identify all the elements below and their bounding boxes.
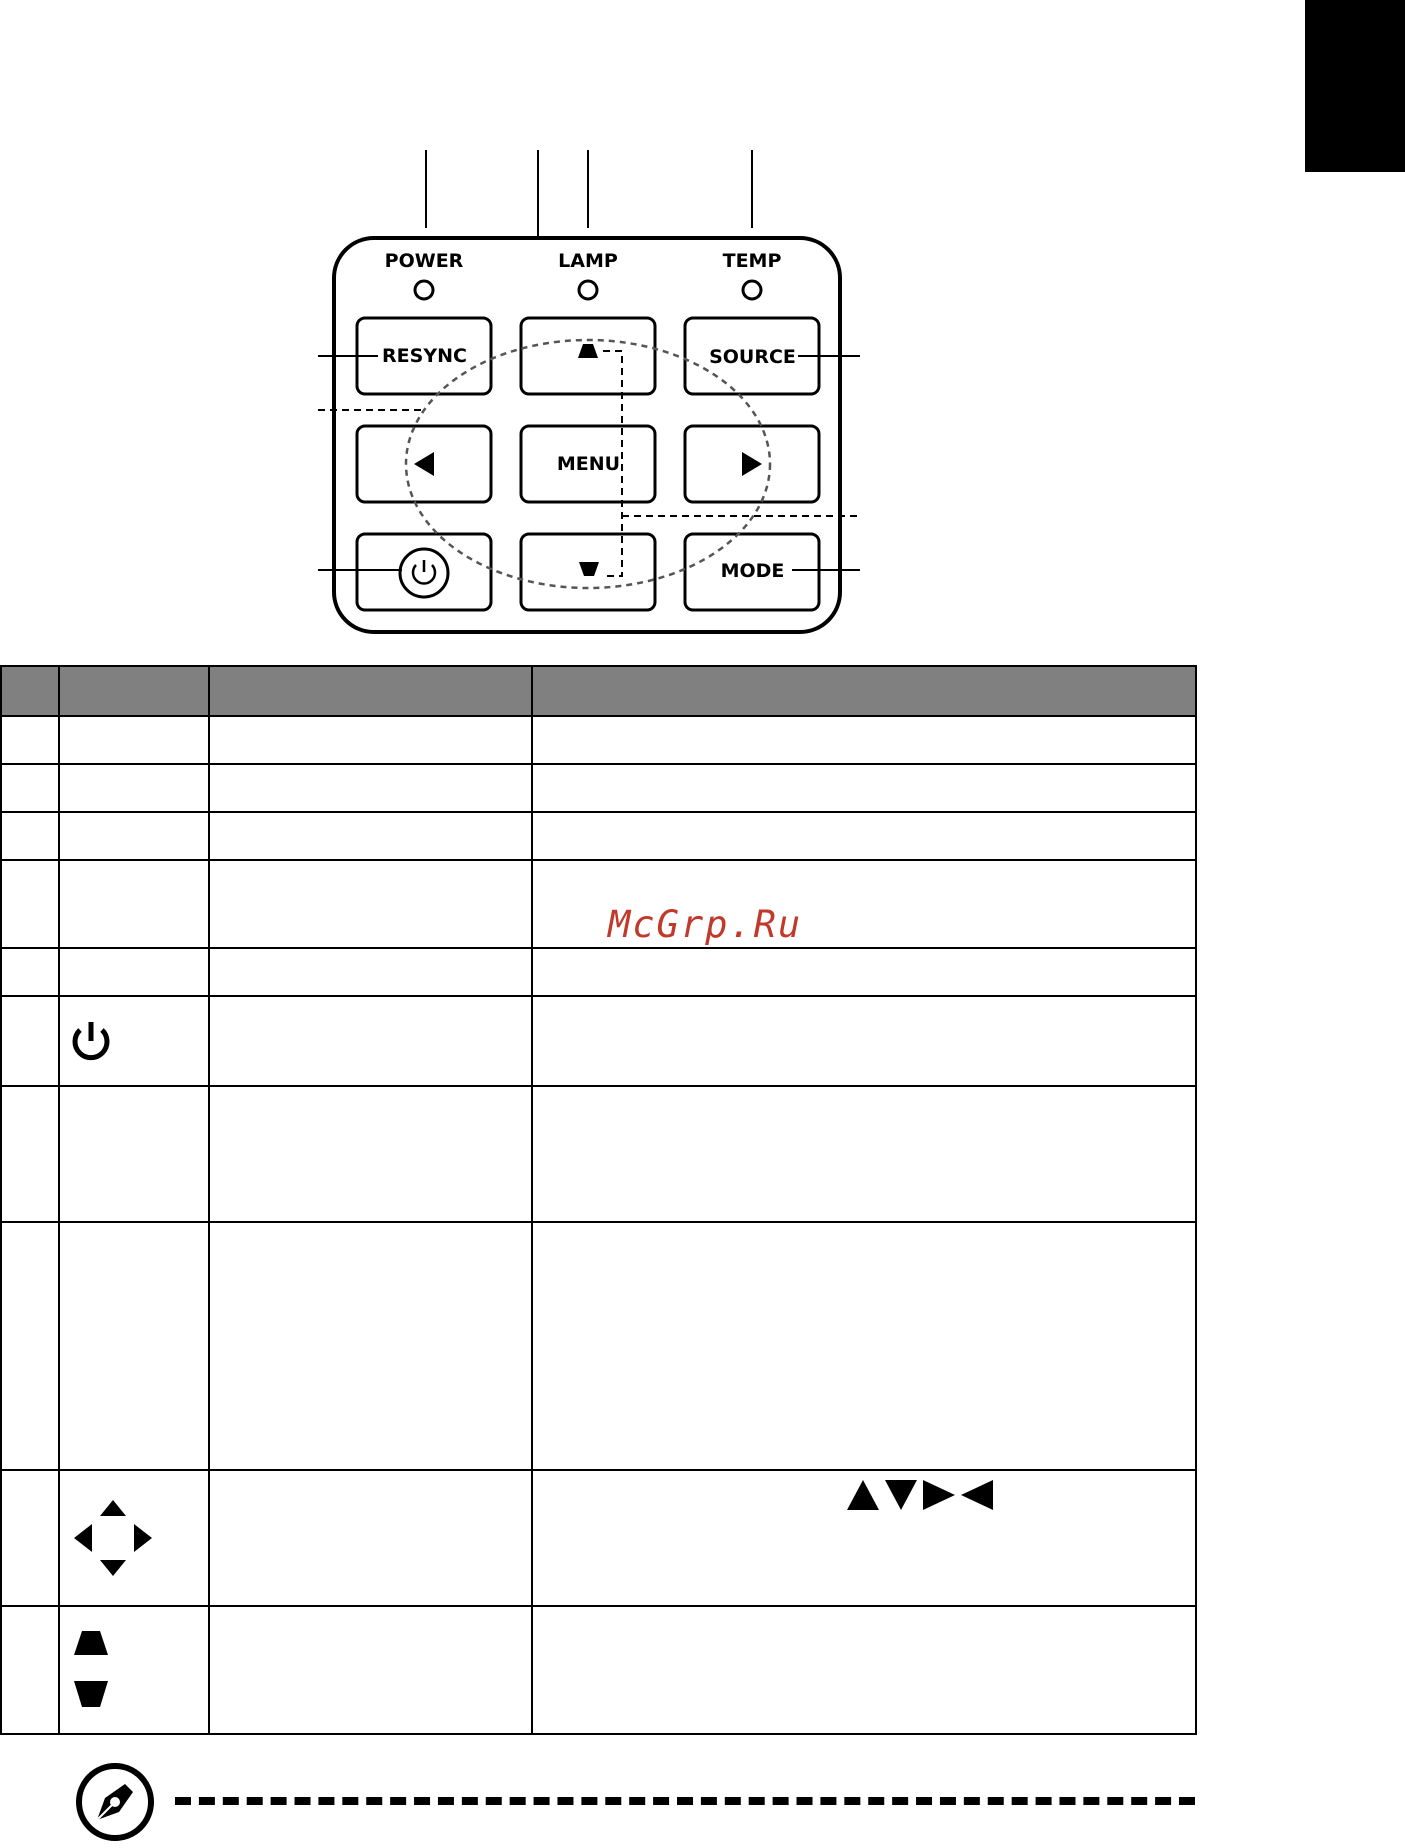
table-header-cell bbox=[532, 666, 1196, 716]
table-header-cell bbox=[1, 666, 59, 716]
table-row bbox=[1, 716, 1196, 764]
table-row bbox=[1, 812, 1196, 860]
mode-button-label: MODE bbox=[720, 560, 785, 582]
table-header-cell bbox=[209, 666, 532, 716]
resync-button-label: RESYNC bbox=[382, 345, 467, 367]
table-header-cell bbox=[59, 666, 209, 716]
control-panel-diagram bbox=[300, 140, 880, 640]
note-divider bbox=[175, 1797, 1195, 1805]
led-label-temp: TEMP bbox=[722, 250, 782, 272]
watermark: McGrp.Ru bbox=[608, 903, 803, 946]
table-row bbox=[1, 1470, 1196, 1606]
table-row bbox=[1, 996, 1196, 1086]
control-panel-table bbox=[0, 665, 1197, 1735]
table-row bbox=[1, 1606, 1196, 1734]
power-icon bbox=[68, 1018, 114, 1064]
led-label-power: POWER bbox=[384, 250, 464, 272]
corner-tab bbox=[1305, 0, 1405, 172]
source-button-label: SOURCE bbox=[709, 346, 796, 368]
keystone-up-down-icon bbox=[68, 1625, 114, 1715]
note-pen-icon bbox=[75, 1762, 155, 1842]
menu-button-label: MENU bbox=[556, 453, 621, 475]
table-row bbox=[1, 764, 1196, 812]
led-label-lamp: LAMP bbox=[558, 250, 618, 272]
table-row bbox=[1, 860, 1196, 948]
table-row bbox=[1, 1222, 1196, 1470]
inline-arrows-icon bbox=[845, 1478, 995, 1512]
table-row bbox=[1, 948, 1196, 996]
table-header-row bbox=[1, 666, 1196, 716]
four-direction-arrows-icon bbox=[68, 1496, 158, 1580]
table-row bbox=[1, 1086, 1196, 1222]
